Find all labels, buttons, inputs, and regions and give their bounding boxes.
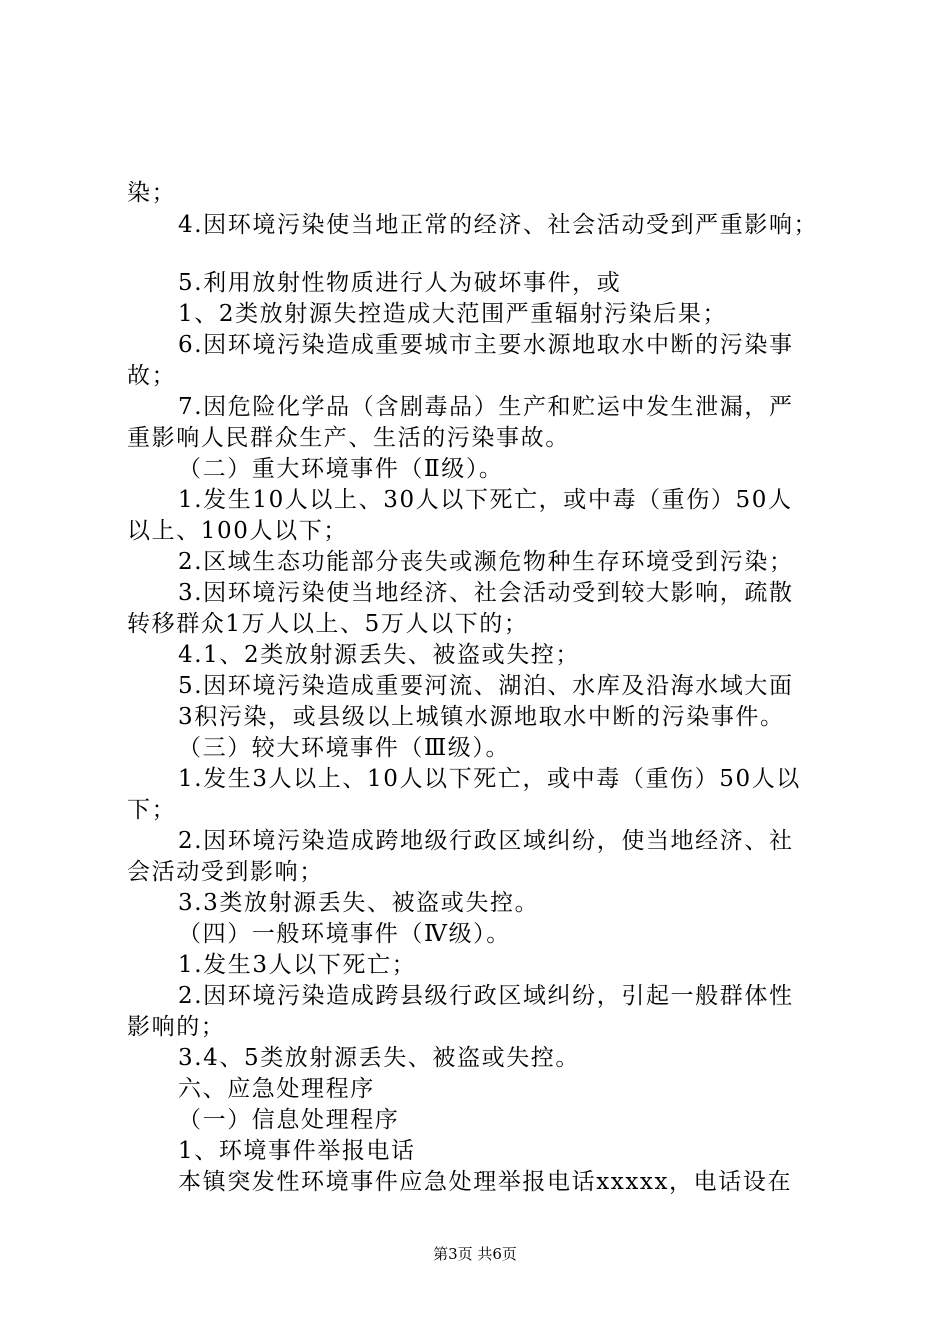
text-line: 1.发生3人以下死亡； [178, 952, 417, 978]
text-line: 6.因环境污染造成重要城市主要水源地取水中断的污染事 [178, 332, 794, 358]
text-line: 重影响人民群众生产、生活的污染事故。 [127, 425, 570, 451]
text-line: 下； [127, 797, 177, 823]
text-line: 2.因环境污染造成跨县级行政区域纠纷，引起一般群体性 [178, 983, 794, 1009]
section-heading: （三）较大环境事件（Ⅲ级）。 [178, 735, 511, 761]
section-heading: （四）一般环境事件（Ⅳ级）。 [178, 921, 511, 947]
page-number-footer: 第3页 共6页 [433, 1245, 517, 1263]
text-line: 2.区域生态功能部分丧失或濒危物种生存环境受到污染； [178, 549, 794, 575]
text-line: 故； [127, 363, 177, 389]
text-line: 5.因环境污染造成重要河流、湖泊、水库及沿海水域大面 [178, 673, 794, 699]
text-line: 3.4、5类放射源丢失、被盗或失控。 [178, 1045, 581, 1071]
text-line: 4.1、2类放射源丢失、被盗或失控； [178, 642, 581, 668]
text-line: 会活动受到影响； [127, 859, 324, 885]
text-line: 染； [127, 180, 177, 206]
text-line: 3.3类放射源丢失、被盗或失控。 [178, 890, 540, 916]
text-line: 1.发生3人以上、10人以下死亡，或中毒（重伤）50人以 [178, 766, 801, 792]
text-line: 以上、100人以下； [127, 518, 348, 544]
text-line: 3.因环境污染使当地经济、社会活动受到较大影响，疏散 [178, 580, 794, 606]
text-line: 5.利用放射性物质进行人为破坏事件，或 [178, 270, 622, 296]
text-line: 1、2类放射源失控造成大范围严重辐射污染后果； [178, 301, 728, 327]
section-heading: （二）重大环境事件（Ⅱ级）。 [178, 456, 504, 482]
text-line: 3积污染，或县级以上城镇水源地取水中断的污染事件。 [178, 704, 785, 730]
text-line: 1、环境事件举报电话 [178, 1138, 416, 1164]
text-line: 4.因环境污染使当地正常的经济、社会活动受到严重影响； [178, 212, 819, 238]
text-line: 转移群众1万人以上、5万人以下的； [127, 611, 529, 637]
text-line: 1.发生10人以上、30人以下死亡，或中毒（重伤）50人 [178, 487, 793, 513]
text-line: 2.因环境污染造成跨地级行政区域纠纷，使当地经济、社 [178, 828, 794, 854]
text-line: 7.因危险化学品（含剧毒品）生产和贮运中发生泄漏，严 [178, 394, 794, 420]
section-heading: （一）信息处理程序 [178, 1107, 400, 1133]
text-line: 影响的； [127, 1014, 226, 1040]
section-heading: 六、应急处理程序 [178, 1076, 375, 1102]
text-line: 本镇突发性环境事件应急处理举报电话xxxxx，电话设在 [178, 1169, 793, 1195]
